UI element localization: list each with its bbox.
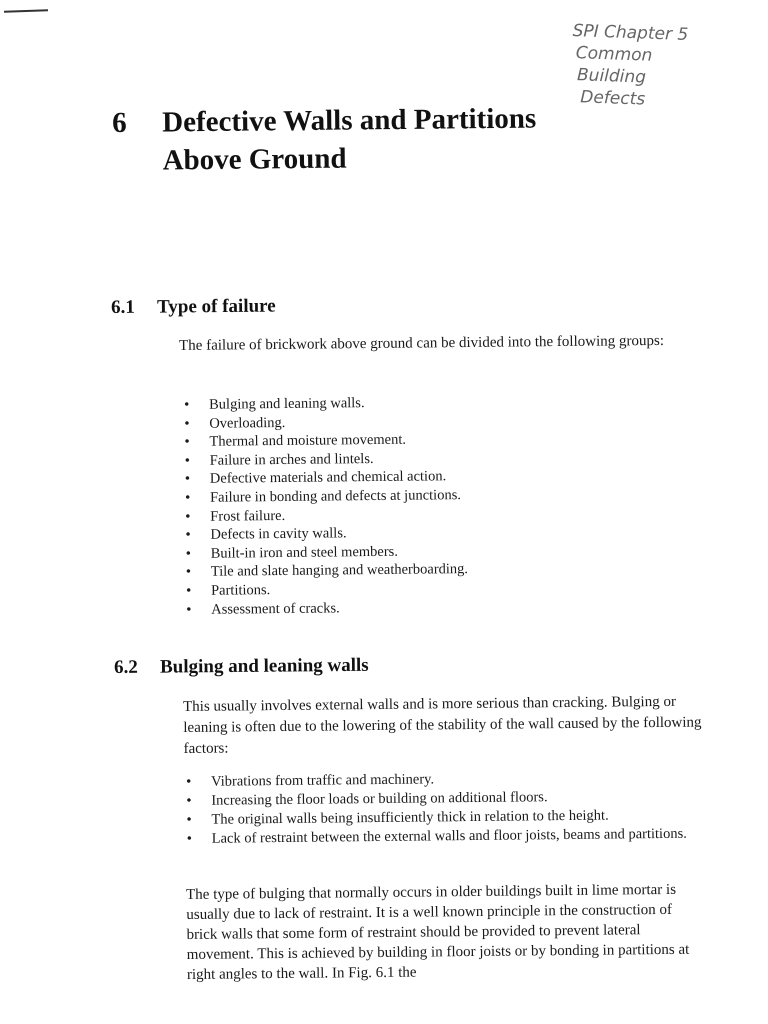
list-item: • Bulging and leaning walls. — [184, 391, 704, 415]
factor-list — [186, 768, 707, 849]
list-item: • Vibrations from traffic and machinery. — [186, 768, 706, 792]
chapter-number: 6 — [112, 106, 127, 139]
chapter-title-line: Above Ground — [162, 142, 347, 177]
list-item: • Defective materials and chemical action. — [185, 465, 705, 489]
list-item: • Partitions. — [186, 576, 706, 600]
list-item: • Failure in bonding and defects at junctions. — [185, 484, 705, 508]
handnote-line: Defects — [579, 87, 646, 110]
list-item: • Failure in arches and lintels. — [185, 446, 705, 470]
scan-mark — [4, 9, 48, 13]
section-title: Bulging and leaning walls — [159, 654, 369, 678]
chapter-title — [162, 99, 633, 180]
list-item: • Increasing the floor loads or building on additional floors. — [186, 787, 706, 811]
section-intro: This usually involves external walls and is more serious than cracking. Bulging or leaning is often due to the lowering of the stability of the wall caused by the following factors: — [183, 693, 702, 757]
section-number: 6.2 — [114, 656, 138, 678]
section-title: Type of failure — [156, 295, 276, 318]
list-item: • Lack of restraint between the external walls and floor joists, beams and partitions. — [187, 825, 707, 849]
failure-list — [184, 391, 706, 620]
section-number: 6.1 — [111, 296, 135, 318]
section-intro: The failure of brickwork above ground can be divided into the following groups: — [179, 332, 665, 354]
list-item: • Defects in cavity walls. — [185, 521, 705, 545]
handnote-line: Common — [575, 43, 653, 66]
body-paragraph: The type of bulging that normally occurs in older buildings built in lime mortar is usually due to lack of restraint. It is a well known principle in the construction of brick walls that some form of restraint should be provided to prevent lateral movement. This is achieved by building in floor joists or by bonding in partitions at right angles to the wall. In Fig. 6.1 the — [186, 881, 690, 983]
chapter-title-line: Defective Walls and Partitions — [162, 102, 537, 139]
list-item: • Frost failure. — [185, 502, 705, 526]
list-item: • Built-in iron and steel members. — [186, 539, 706, 563]
handnote-line: SPI Chapter 5 — [572, 20, 689, 46]
section-heading — [114, 655, 369, 679]
list-item: • Overloading. — [184, 409, 704, 433]
section-heading — [111, 296, 276, 319]
handnote-line: Building — [576, 65, 647, 88]
list-item: • Tile and slate hanging and weatherboarding. — [186, 558, 706, 582]
list-item: • Thermal and moisture movement. — [184, 428, 704, 452]
list-item: • Assessment of cracks. — [186, 595, 706, 619]
list-item: • The original walls being insufficiently thick in relation to the height. — [186, 806, 706, 830]
